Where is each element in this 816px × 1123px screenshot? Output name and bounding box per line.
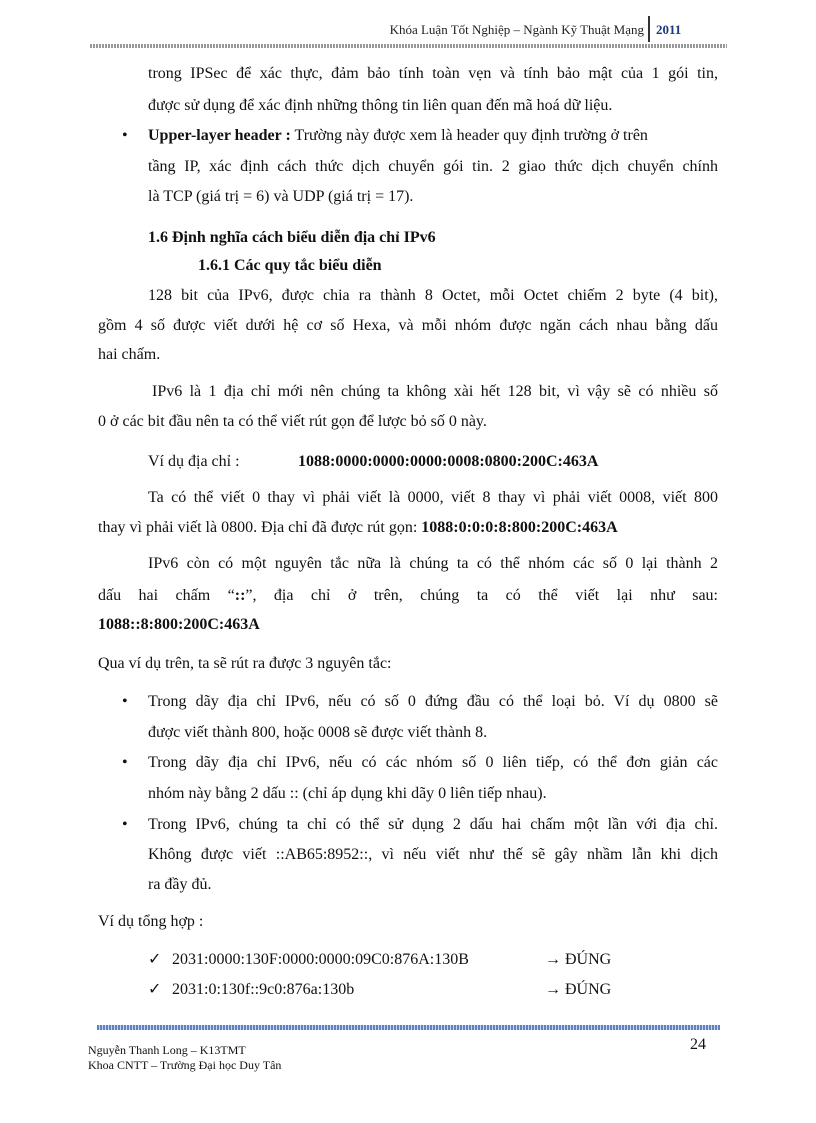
rule-item: được viết thành 800, hoặc 0008 sẽ được viết thành 8. xyxy=(148,724,488,741)
body-line xyxy=(98,586,718,606)
body-line: trong IPSec để xác thực, đảm bảo tính toàn vẹn và tính bảo mật của 1 gói tin, xyxy=(148,65,718,82)
compressed-address: 1088::8:800:200C:463A xyxy=(98,616,260,633)
example-label: Ví dụ địa chỉ : xyxy=(148,453,240,470)
body-line: 0 ở các bit đầu nên ta có thể viết rút gọn để lược bỏ số 0 này. xyxy=(98,413,487,430)
body-text: thay vì phải viết là 0800. Địa chỉ đã được rút gọn: xyxy=(98,519,422,536)
body-line: Ta có thể viết 0 thay vì phải viết là 0000, viết 8 thay vì phải viết 0008, viết 800 xyxy=(148,489,718,506)
upper-layer-term: Upper-layer header : xyxy=(148,127,291,144)
page-number: 24 xyxy=(690,1036,706,1053)
example-address: 1088:0000:0000:0000:0008:0800:200C:463A xyxy=(298,453,599,470)
body-text: ”, địa chỉ ở trên, chúng ta có thể viết lại như sau: xyxy=(245,587,718,604)
body-line xyxy=(98,518,618,538)
check-verdict: → ĐÚNG xyxy=(545,981,612,998)
body-line: 128 bit của IPv6, được chia ra thành 8 Octet, mỗi Octet chiếm 2 byte (4 bit), xyxy=(148,287,718,304)
bullet-icon: • xyxy=(122,754,128,771)
body-line: IPv6 là 1 địa chỉ mới nên chúng ta không xài hết 128 bit, vì vậy sẽ có nhiều số xyxy=(152,383,718,400)
rule-item: Không được viết ::AB65:8952::, vì nếu viết như thế sẽ gây nhầm lẫn khi dịch xyxy=(148,846,718,863)
rule-item: ra đầy đủ. xyxy=(148,876,212,893)
footer-school: Khoa CNTT – Trường Đại học Duy Tân xyxy=(88,1058,282,1072)
check-verdict: → ĐÚNG xyxy=(545,951,612,968)
section-heading: 1.6 Định nghĩa cách biểu diễn địa chỉ IPv6 xyxy=(148,229,436,246)
header-separator xyxy=(648,16,650,42)
bullet-icon: • xyxy=(122,693,128,710)
body-text: dấu hai chấm “ xyxy=(98,587,235,604)
subsection-heading: 1.6.1 Các quy tắc biểu diễn xyxy=(198,257,382,274)
summary-label: Ví dụ tổng hợp : xyxy=(98,913,204,930)
bullet-icon: • xyxy=(122,127,128,144)
body-line: IPv6 còn có một nguyên tắc nữa là chúng ta có thể nhóm các số 0 lại thành 2 xyxy=(148,555,718,572)
check-address: 2031:0000:130F:0000:0000:09C0:876A:130B xyxy=(172,951,469,968)
body-line: là TCP (giá trị = 6) và UDP (giá trị = 17). xyxy=(148,188,414,205)
body-line: gồm 4 số được viết dưới hệ cơ số Hexa, và mỗi nhóm được ngăn cách nhau bằng dấu xyxy=(98,317,718,334)
header-rule xyxy=(90,44,727,48)
upper-layer-item xyxy=(148,126,718,146)
rule-item: nhóm này bằng 2 dấu :: (chỉ áp dụng khi dãy 0 liên tiếp nhau). xyxy=(148,785,547,802)
footer-author: Nguyễn Thanh Long – K13TMT xyxy=(88,1043,246,1057)
check-icon: ✓ xyxy=(148,981,162,998)
footer-rule xyxy=(97,1025,720,1030)
rule-item: Trong dãy địa chỉ IPv6, nếu có số 0 đứng đầu có thể loại bỏ. Ví dụ 0800 sẽ xyxy=(148,693,718,710)
body-line: tầng IP, xác định cách thức dịch chuyển gói tin. 2 giao thức dịch chuyển chính xyxy=(148,158,718,175)
bullet-icon: • xyxy=(122,816,128,833)
upper-layer-desc: Trường này được xem là header quy định trường ở trên xyxy=(290,127,648,144)
body-line: được sử dụng để xác định những thông tin liên quan đến mã hoá dữ liệu. xyxy=(148,97,613,114)
rule-item: Trong IPv6, chúng ta chỉ có thể sử dụng 2 dấu hai chấm một lần với địa chỉ. xyxy=(148,816,718,833)
header-year: 2011 xyxy=(656,22,682,37)
header-title: Khóa Luận Tốt Nghiệp – Ngành Kỹ Thuật Mạng xyxy=(389,22,644,37)
body-line: hai chấm. xyxy=(98,346,161,363)
shortened-address: 1088:0:0:0:8:800:200C:463A xyxy=(421,519,618,536)
check-address: 2031:0:130f::9c0:876a:130b xyxy=(172,981,355,998)
double-colon: :: xyxy=(234,587,246,604)
rule-item: Trong dãy địa chỉ IPv6, nếu có các nhóm số 0 liên tiếp, có thể đơn giản các xyxy=(148,754,718,771)
rules-intro: Qua ví dụ trên, ta sẽ rút ra được 3 nguyên tắc: xyxy=(98,655,392,672)
check-icon: ✓ xyxy=(148,951,162,968)
